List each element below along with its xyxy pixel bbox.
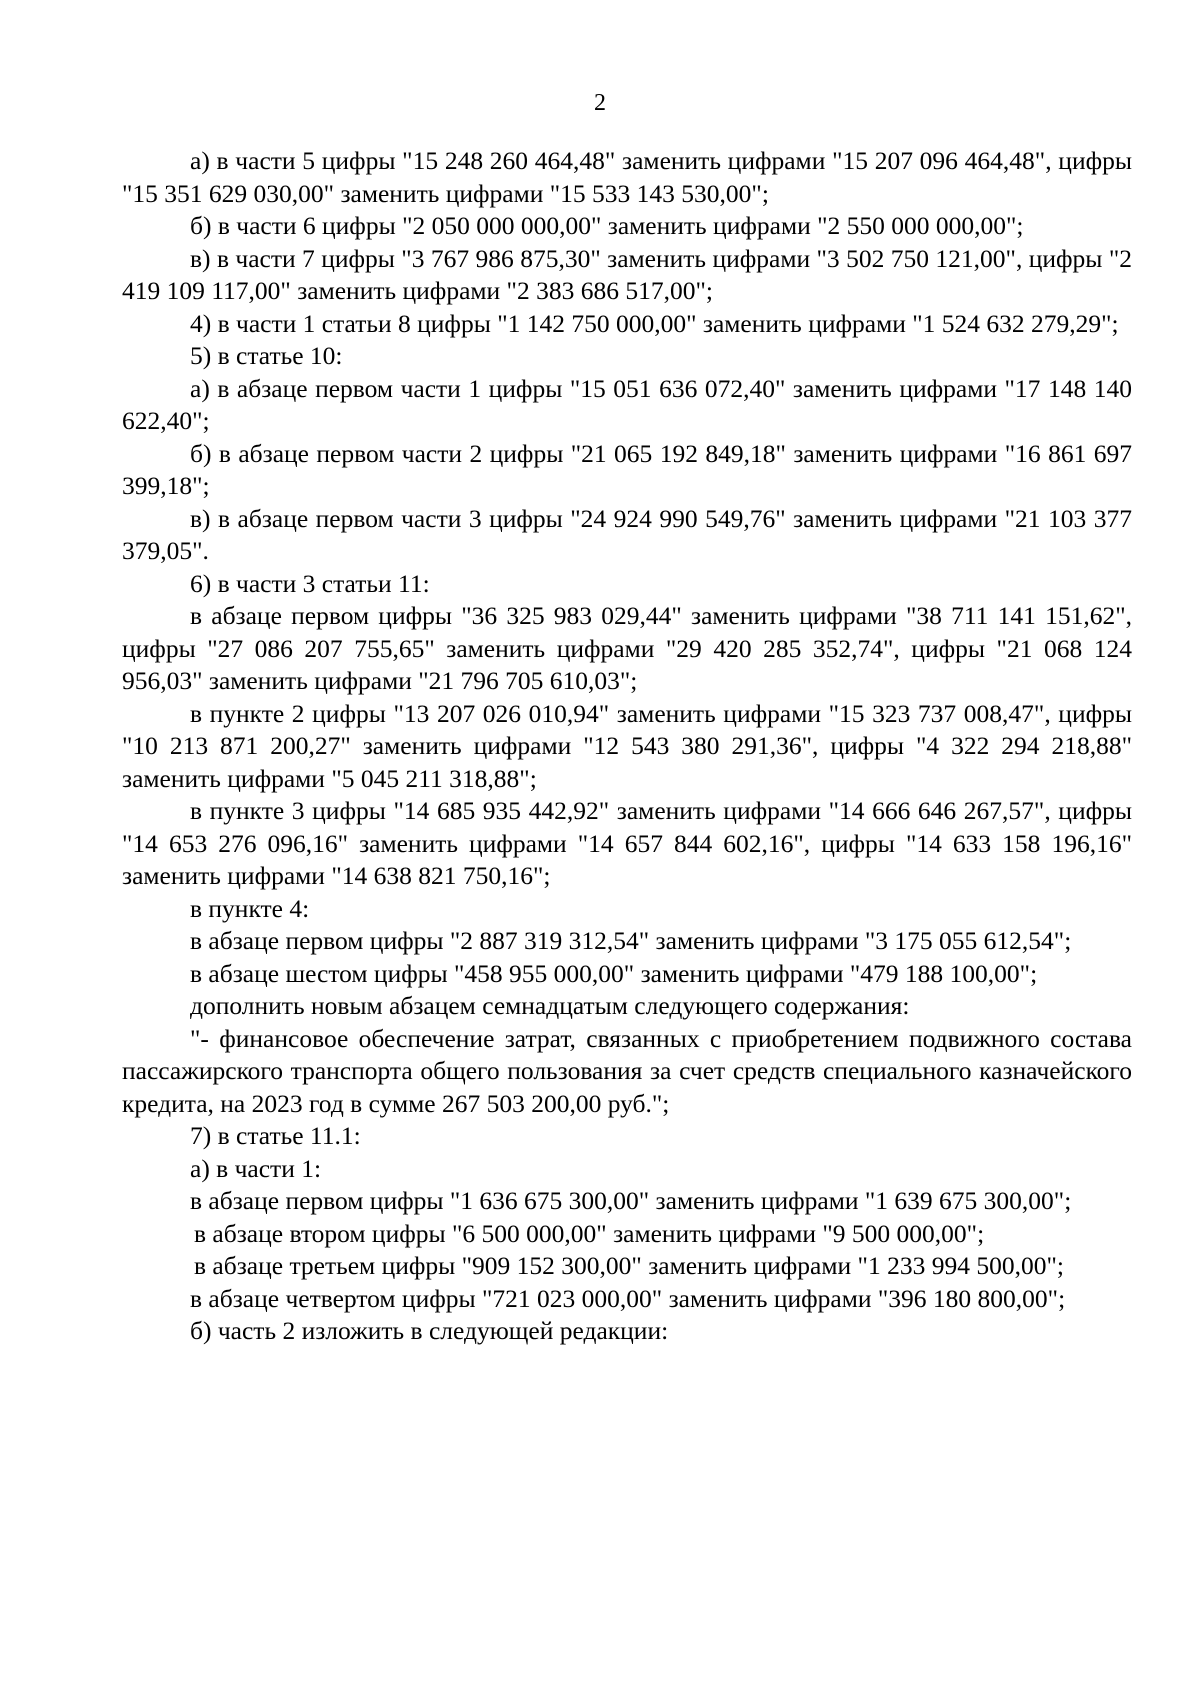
paragraph: в пункте 4: — [190, 893, 310, 923]
paragraph: в абзаце третьем цифры "909 152 300,00" заменить цифрами "1 233 994 500,00"; — [194, 1251, 1064, 1280]
paragraph: в пункте 3 цифры "14 685 935 442,92" заменить цифрами "14 666 646 267,57", цифры "14 653 276 096,16" заменить цифрами "14 657 844 602,16", цифры "14 633 158 196,16" заменить цифрами "14 638 821 750,16"; — [122, 796, 1132, 890]
paragraph: в абзаце втором цифры "6 500 000,00" заменить цифрами "9 500 000,00"; — [194, 1218, 985, 1248]
paragraph: 7) в статье 11.1: — [190, 1121, 361, 1150]
paragraph: 5) в статье 10: — [190, 341, 343, 370]
document-body — [122, 145, 1132, 1348]
paragraph: в) в абзаце первом части 3 цифры "24 924 990 549,76" заменить цифрами "21 103 377 379,05". — [122, 503, 1132, 565]
paragraph: 4) в части 1 статьи 8 цифры "1 142 750 000,00" заменить цифрами "1 524 632 279,29"; — [190, 308, 1119, 338]
paragraph: а) в части 5 цифры "15 248 260 464,48" заменить цифрами "15 207 096 464,48", цифры "15 351 629 030,00" заменить цифрами "15 533 143 530,00"; — [122, 146, 1132, 208]
paragraph: б) в абзаце первом части 2 цифры "21 065 192 849,18" заменить цифрами "16 861 697 399,18"; — [122, 438, 1132, 500]
paragraph: в) в части 7 цифры "3 767 986 875,30" заменить цифрами "3 502 750 121,00", цифры "2 419 109 117,00" заменить цифрами "2 383 686 517,00"; — [122, 243, 1132, 305]
paragraph: "- финансовое обеспечение затрат, связанных с приобретением подвижного состава пассажирского транспорта общего пользования за счет средств специального казначейского кредита, на 2023 год в сумме 267 503 200,00 руб."; — [122, 1023, 1132, 1118]
paragraph: в абзаце четвертом цифры "721 023 000,00" заменить цифрами "396 180 800,00"; — [190, 1283, 1066, 1313]
paragraph: а) в части 1: — [190, 1153, 322, 1183]
paragraph: в пункте 2 цифры "13 207 026 010,94" заменить цифрами "15 323 737 008,47", цифры "10 213 871 200,27" заменить цифрами "12 543 380 291,36", цифры "4 322 294 218,88" заменить цифрами "5 045 211 318,88"; — [122, 698, 1132, 793]
paragraph: в абзаце первом цифры "2 887 319 312,54" заменить цифрами "3 175 055 612,54"; — [190, 926, 1072, 955]
paragraph: дополнить новым абзацем семнадцатым следующего содержания: — [190, 991, 910, 1020]
paragraph: в абзаце первом цифры "1 636 675 300,00" заменить цифрами "1 639 675 300,00"; — [190, 1186, 1072, 1215]
paragraph: в абзаце первом цифры "36 325 983 029,44" заменить цифрами "38 711 141 151,62", цифры "27 086 207 755,65" заменить цифрами "29 420 285 352,74", цифры "21 068 124 956,03" заменить цифрами "21 796 705 610,03"; — [122, 601, 1132, 695]
page-number: 2 — [594, 90, 606, 116]
paragraph: 6) в части 3 статьи 11: — [190, 568, 430, 598]
paragraph: в абзаце шестом цифры "458 955 000,00" заменить цифрами "479 188 100,00"; — [190, 958, 1038, 988]
paragraph: а) в абзаце первом части 1 цифры "15 051 636 072,40" заменить цифрами "17 148 140 622,40"; — [122, 373, 1132, 435]
paragraph: б) часть 2 изложить в следующей редакции: — [190, 1316, 669, 1345]
paragraph: б) в части 6 цифры "2 050 000 000,00" заменить цифрами "2 550 000 000,00"; — [190, 211, 1024, 240]
